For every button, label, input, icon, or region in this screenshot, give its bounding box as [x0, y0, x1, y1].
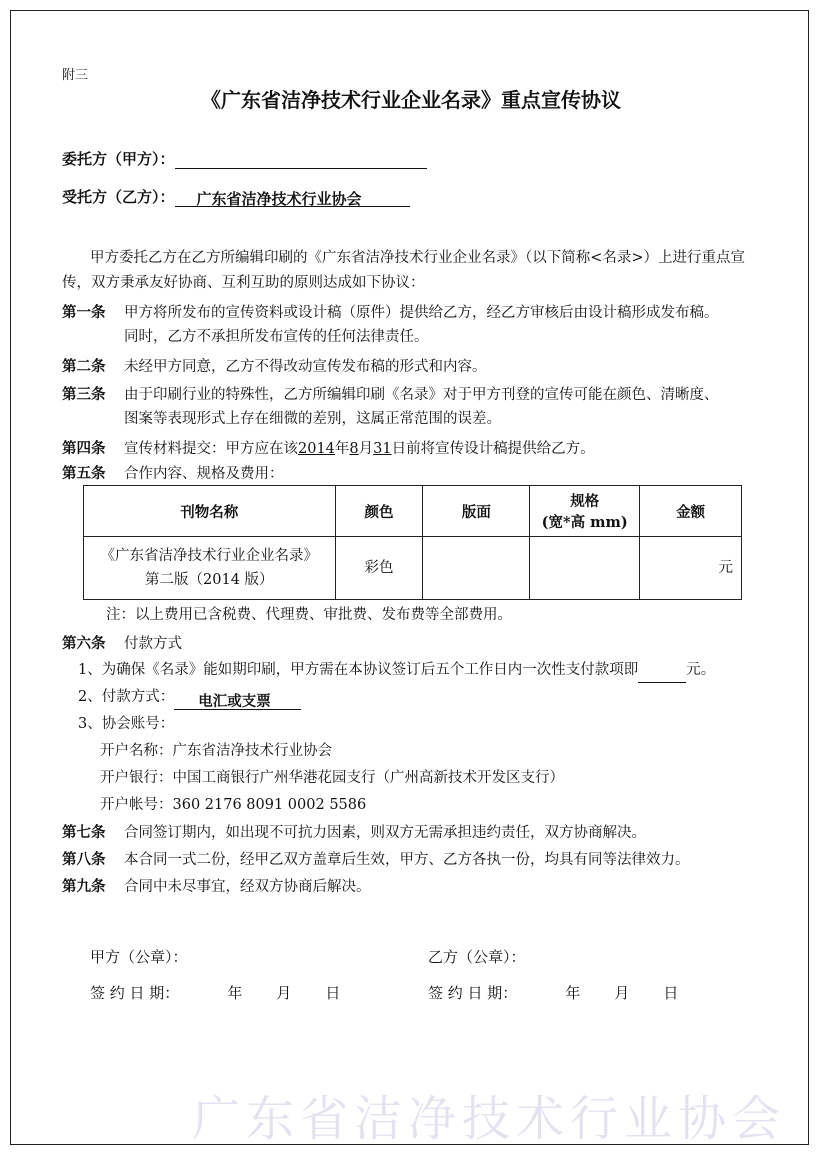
article-1-head: 第一条 — [62, 304, 106, 321]
article-3-head: 第三条 — [62, 386, 106, 403]
article-6-head: 第六条 — [62, 635, 106, 652]
article-8-head: 第八条 — [62, 851, 106, 868]
table-header-row — [84, 486, 742, 537]
account-number: 开户帐号：360 2176 8091 0002 5586 — [100, 797, 367, 813]
table-note: 注：以上费用已含税费、代理费、审批费、发布费等全部费用。 — [106, 607, 512, 623]
article-4-year: 2014 — [298, 441, 335, 457]
cell-spec — [530, 537, 640, 600]
article-2 — [62, 354, 487, 380]
payment-method-label: 2、付款方式： — [78, 689, 175, 705]
article-4 — [62, 436, 595, 462]
article-3 — [62, 382, 719, 408]
party-a-line — [62, 148, 427, 169]
cell-color: 彩色 — [335, 537, 423, 600]
article-2-head: 第二条 — [62, 358, 106, 375]
article-9 — [62, 874, 371, 900]
payment-amount-blank — [638, 664, 686, 683]
article-5-text: 合作内容、规格及费用： — [124, 466, 284, 482]
party-a-date-day: 日 — [325, 984, 341, 1002]
article-4-month: 8 — [349, 441, 359, 457]
article-6-text: 付款方式 — [124, 636, 182, 652]
party-a-sign-date — [90, 982, 340, 1003]
article-7-text: 合同签订期内，如出现不可抗力因素，则双方无需承担违约责任，双方协商解决。 — [124, 825, 646, 841]
annex-label: 附三 — [62, 68, 89, 83]
party-a-date-month: 月 — [276, 984, 292, 1002]
payment-item-2 — [78, 685, 301, 710]
article-9-text: 合同中未尽事宜，经双方协商后解决。 — [124, 879, 371, 895]
payment-method-value: 电汇或支票 — [174, 689, 301, 710]
article-4-post: 日前将宣传设计稿提供给乙方。 — [391, 441, 595, 457]
article-3-line-1: 由于印刷行业的特殊性，乙方所编辑印刷《名录》对于甲方刊登的宣传可能在颜色、清晰度、 — [124, 387, 719, 403]
header-spec-line-2: (宽*高 mm) — [541, 514, 628, 531]
article-7-head: 第七条 — [62, 824, 106, 841]
payment-item-1-unit: 元。 — [686, 662, 716, 678]
party-b-name: 广东省洁净技术行业协会 — [175, 188, 410, 207]
header-amount: 金额 — [640, 486, 742, 537]
cell-publication-name-line-2: 第二版（2014 版） — [145, 572, 274, 588]
article-1-line-1: 甲方将所发布的宣传资料或设计稿（原件）提供给乙方，经乙方审核后由设计稿形成发布稿。 — [124, 305, 719, 321]
party-a-blank — [175, 152, 427, 169]
party-b-sign-date — [428, 982, 678, 1003]
party-b-date-day: 日 — [663, 984, 679, 1002]
party-b-seal-label: 乙方（公章）： — [428, 948, 526, 966]
party-a-label: 委托方（甲方）： — [62, 150, 175, 168]
party-a-date-label: 签 约 日 期： — [90, 984, 180, 1002]
article-8-text: 本合同一式二份，经甲乙双方盖章后生效，甲方、乙方各执一份，均具有同等法律效力。 — [124, 852, 690, 868]
article-8 — [62, 847, 690, 873]
header-spec — [530, 486, 640, 537]
header-spec-line-1: 规格 — [570, 493, 600, 510]
article-1 — [62, 300, 719, 326]
payment-item-1 — [78, 658, 715, 683]
document-title: 《广东省洁净技术行业企业名录》重点宣传协议 — [201, 88, 621, 112]
party-b-label: 受托方（乙方）： — [62, 188, 175, 206]
article-9-head: 第九条 — [62, 878, 106, 895]
article-5-head: 第五条 — [62, 465, 106, 482]
article-4-pre: 宣传材料提交：甲方应在该 — [124, 441, 298, 457]
article-4-head: 第四条 — [62, 440, 106, 457]
article-4-month-unit: 月 — [358, 441, 374, 457]
payment-item-3: 3、协会账号： — [78, 716, 175, 732]
cell-publication-name — [84, 537, 336, 600]
article-4-year-unit: 年 — [334, 441, 350, 457]
party-b-line — [62, 186, 410, 207]
party-b-date-label: 签 约 日 期： — [428, 984, 518, 1002]
article-2-text: 未经甲方同意，乙方不得改动宣传发布稿的形式和内容。 — [124, 359, 487, 375]
article-6 — [62, 631, 182, 657]
table-row — [84, 537, 742, 600]
account-name: 开户名称：广东省洁净技术行业协会 — [100, 743, 332, 759]
article-3-line-2: 图案等表现形式上存在细微的差别，这属正常范围的误差。 — [124, 411, 501, 427]
party-a-date-year: 年 — [227, 984, 243, 1002]
intro-paragraph: 甲方委托乙方在乙方所编辑印刷的《广东省洁净技术行业企业名录》（以下简称<名录>）上进行重点宣传，双方秉承友好协商、互利互助的原则达成如下协议： — [62, 250, 746, 291]
cell-publication-name-line-1: 《广东省洁净技术行业企业名录》 — [100, 548, 319, 564]
pricing-table — [83, 485, 742, 600]
article-7 — [62, 820, 646, 846]
party-b-date-month: 月 — [614, 984, 630, 1002]
article-4-day: 31 — [373, 441, 392, 457]
cell-layout — [423, 537, 530, 600]
payment-item-1-text: 1、为确保《名录》能如期印刷，甲方需在本协议签订后五个工作日内一次性支付款项即 — [78, 662, 639, 678]
cell-amount: 元 — [640, 537, 742, 600]
party-b-date-year: 年 — [565, 984, 581, 1002]
header-publication-name: 刊物名称 — [84, 486, 336, 537]
header-layout: 版面 — [423, 486, 530, 537]
article-1-line-2: 同时，乙方不承担所发布宣传的任何法律责任。 — [124, 329, 429, 345]
account-bank: 开户银行：中国工商银行广州华港花园支行（广州高新技术开发区支行） — [100, 770, 564, 786]
association-watermark: 广东省洁净技术行业协会 — [191, 1091, 786, 1147]
header-color: 颜色 — [335, 486, 423, 537]
party-a-seal-label: 甲方（公章）： — [90, 948, 188, 966]
article-5 — [62, 461, 284, 487]
